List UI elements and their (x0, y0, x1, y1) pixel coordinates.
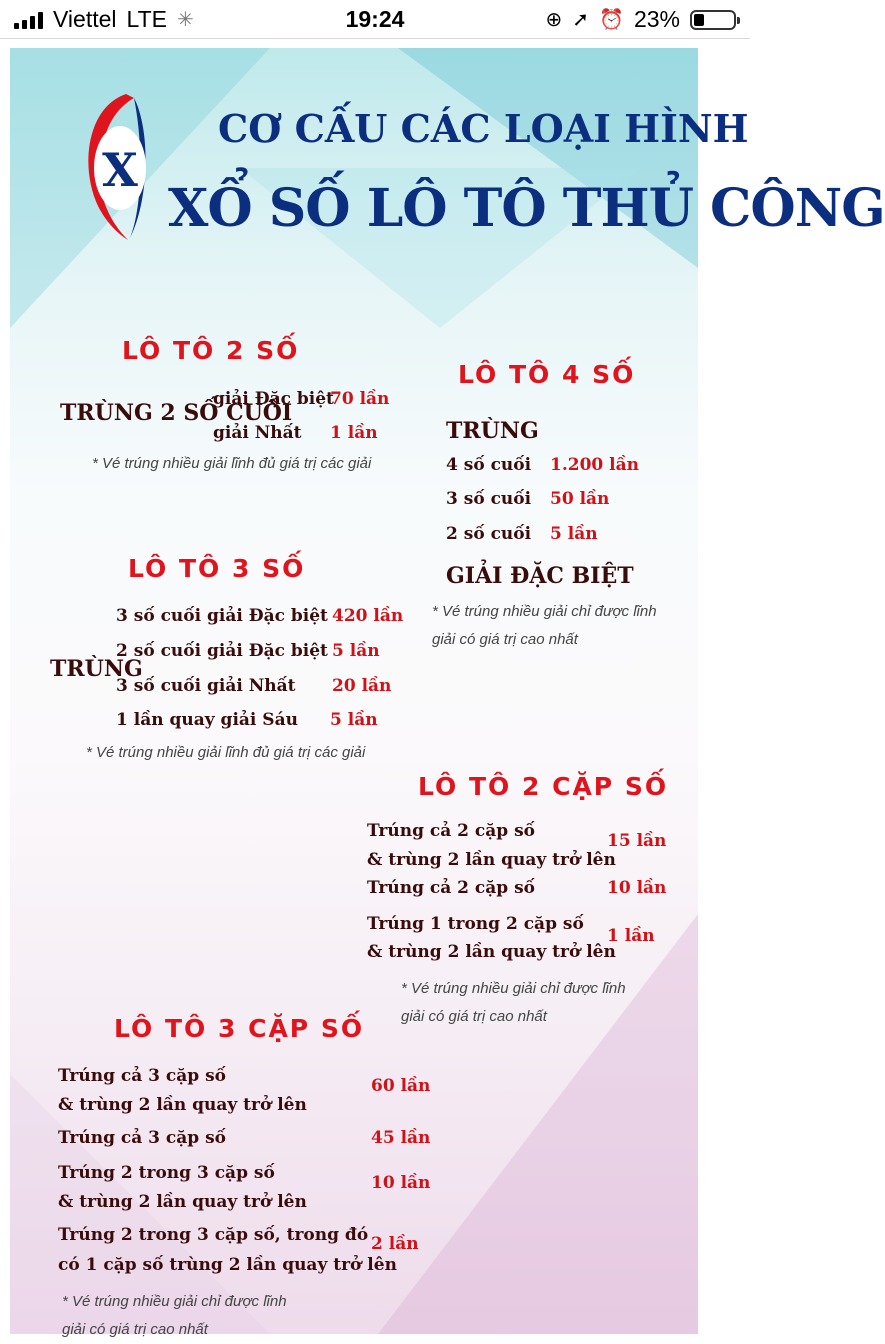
loading-spinner-icon: ✳ (177, 9, 194, 31)
payout-value: 5 lần (330, 710, 378, 730)
poster-image[interactable] (10, 48, 885, 1338)
match-label: TRÙNG (50, 656, 143, 682)
section-heading-loto-4: LÔ TÔ 4 SỐ (458, 360, 636, 389)
status-bar (0, 0, 750, 40)
condition-label: Trúng 1 trong 2 cặp số (367, 914, 584, 934)
payout-value: 1.200 lần (550, 455, 639, 475)
network-label: LTE (126, 6, 167, 32)
footnote: * Vé trúng nhiều giải chỉ được lĩnh giải có giá trị cao nhất (432, 603, 657, 648)
payout-value: 20 lần (332, 676, 392, 696)
payout-value: 2 lần (371, 1234, 419, 1254)
condition-label: 3 số cuối giải Đặc biệt (116, 606, 328, 626)
payout-value: 15 lần (607, 831, 667, 851)
alarm-icon: ⏰ (599, 9, 624, 31)
condition-label: có 1 cặp số trùng 2 lần quay trở lên (58, 1255, 397, 1275)
payout-value: 45 lần (371, 1128, 431, 1148)
condition-label: Trúng cả 3 cặp số (58, 1128, 227, 1148)
condition-label: & trùng 2 lần quay trở lên (367, 942, 616, 962)
footnote: * Vé trúng nhiều giải lĩnh đủ giá trị các giải (86, 744, 366, 761)
screen-lock-icon: ⊕ (545, 9, 563, 31)
clock: 19:24 (345, 6, 405, 32)
footnote: * Vé trúng nhiều giải chỉ được lĩnh giải có giá trị cao nhất (401, 980, 626, 1025)
special-prize-label: GIẢI ĐẶC BIỆT (446, 563, 634, 589)
section-heading-loto-3-pairs: LÔ TÔ 3 CẶP SỐ (114, 1014, 365, 1043)
condition-label: 4 số cuối (446, 455, 532, 475)
location-arrow-icon: ➚ (572, 9, 590, 31)
condition-label: 3 số cuối giải Nhất (116, 676, 296, 696)
payout-value: 10 lần (607, 878, 667, 898)
match-label: TRÙNG (446, 418, 539, 444)
battery-percent: 23% (633, 6, 680, 32)
footnote: * Vé trúng nhiều giải chỉ được lĩnh giải có giá trị cao nhất (62, 1293, 287, 1338)
poster-title-line2: XỔ SỐ LÔ TÔ THỦ CÔNG (168, 178, 885, 239)
condition-label: Trúng cả 2 cặp số (367, 878, 536, 898)
condition-label: 3 số cuối (446, 489, 532, 509)
condition-label: Trúng cả 2 cặp số (367, 821, 536, 841)
condition-label: Trúng cả 3 cặp số (58, 1066, 227, 1086)
status-divider (0, 38, 750, 39)
poster-title-line1: CƠ CẤU CÁC LOẠI HÌNH (218, 106, 749, 151)
condition-label: & trùng 2 lần quay trở lên (58, 1095, 307, 1115)
payout-value: 1 lần (330, 423, 378, 443)
condition-label: & trùng 2 lần quay trở lên (58, 1192, 307, 1212)
prize-label: giải Đặc biệt (213, 389, 334, 409)
section-heading-loto-2-pairs: LÔ TÔ 2 CẶP SỐ (418, 772, 669, 801)
footnote: * Vé trúng nhiều giải lĩnh đủ giá trị các giải (92, 455, 372, 472)
payout-value: 10 lần (371, 1173, 431, 1193)
condition-label: Trúng 2 trong 3 cặp số (58, 1163, 275, 1183)
lottery-logo-icon (76, 88, 148, 244)
condition-label: Trúng 2 trong 3 cặp số, trong đó (58, 1225, 369, 1245)
payout-value: 5 lần (550, 524, 598, 544)
match-label: TRÙNG 2 SỐ CUỐI (60, 400, 293, 426)
battery-icon (690, 10, 736, 30)
payout-value: 50 lần (550, 489, 610, 509)
svg-text:X: X (102, 143, 138, 197)
status-right (546, 6, 736, 33)
payout-value: 60 lần (371, 1076, 431, 1096)
condition-label: & trùng 2 lần quay trở lên (367, 850, 616, 870)
payout-value: 5 lần (332, 641, 380, 661)
section-heading-loto-3: LÔ TÔ 3 SỐ (128, 554, 306, 583)
section-heading-loto-2: LÔ TÔ 2 SỐ (122, 336, 300, 365)
carrier-label: Viettel (53, 6, 117, 32)
condition-label: 2 số cuối (446, 524, 532, 544)
condition-label: 1 lần quay giải Sáu (116, 710, 298, 730)
prize-label: giải Nhất (213, 423, 302, 443)
payout-value: 70 lần (330, 389, 390, 409)
condition-label: 2 số cuối giải Đặc biệt (116, 641, 328, 661)
payout-value: 1 lần (607, 926, 655, 946)
payout-value: 420 lần (332, 606, 404, 626)
